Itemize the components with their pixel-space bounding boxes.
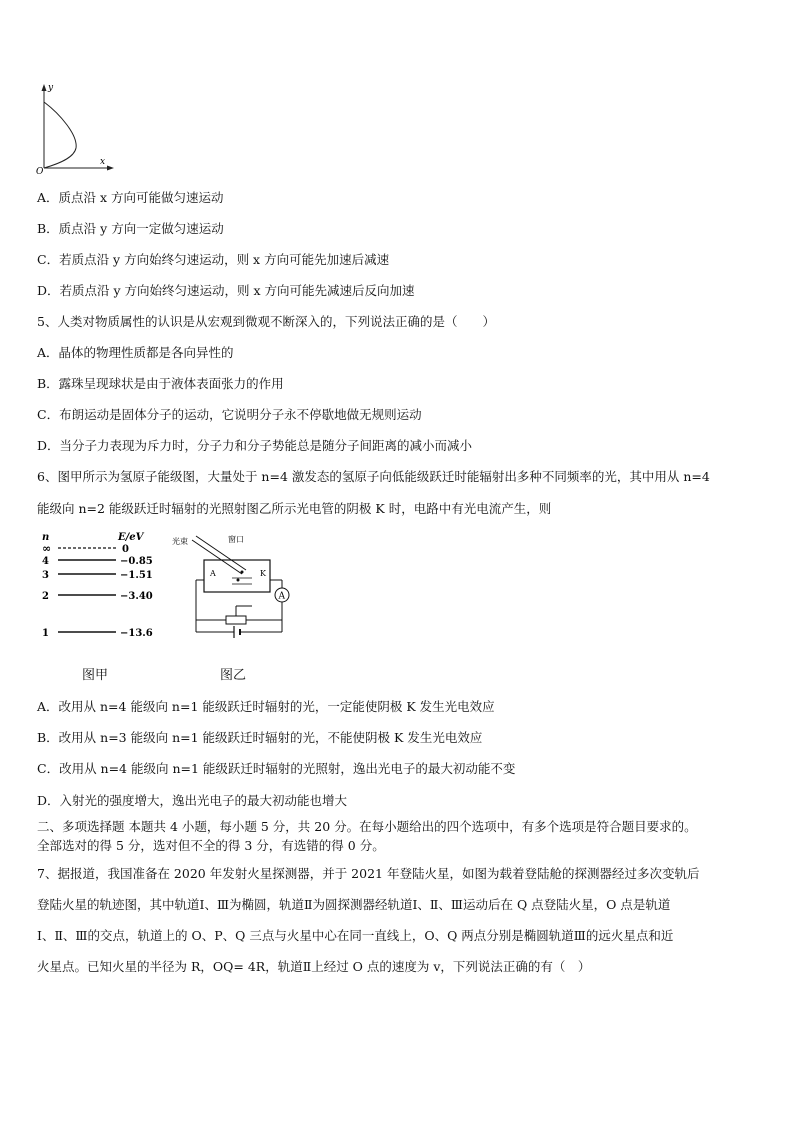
- energy-level-row: [42, 628, 153, 639]
- beam-label: 光束: [172, 537, 188, 546]
- q5-option-d: D．当分子力表现为斥力时，分子力和分子势能总是随分子间距离的减小而减小: [37, 438, 473, 453]
- energy-level-row: [42, 542, 129, 555]
- q7-line1: 7、据报道，我国准备在 2020 年发射火星探测器，并于 2021 年登陆火星，如图为载着登陆舱的探测器经过多次变轨后: [37, 866, 700, 881]
- x-axis-arrow: [107, 166, 114, 171]
- section2-heading-line1: 二、多项选择题 本题共 4 小题，每小题 5 分，共 20 分。在每小题给出的四个选项中，有多个选项是符合题目要求的。: [37, 819, 697, 834]
- q4-option-b: B．质点沿 y 方向一定做匀速运动: [37, 221, 224, 236]
- level-e-label: −1.51: [120, 570, 153, 581]
- trajectory-curve: [44, 102, 76, 168]
- level-n-label: 2: [42, 591, 49, 602]
- q4-option-a: A．质点沿 x 方向可能做匀速运动: [37, 190, 224, 205]
- energy-level-diagram: [38, 528, 168, 646]
- photoelectric-circuit-diagram: [170, 530, 295, 648]
- y-axis-arrow: [42, 84, 47, 91]
- q6-option-c: C．改用从 n=4 能级向 n=1 能级跃迁时辐射的光照射，逸出光电子的最大初动能不变: [37, 761, 516, 776]
- electron: [237, 579, 240, 582]
- energy-level-row: [42, 591, 153, 602]
- energy-header-n: n: [42, 532, 50, 543]
- q7-line2: 登陆火星的轨迹图，其中轨道Ⅰ、Ⅲ为椭圆，轨道Ⅱ为圆探测器经轨道Ⅰ、Ⅱ、Ⅲ运动后在 Q 点登陆火星，O 点是轨道: [37, 897, 671, 912]
- level-n-label: ∞: [42, 542, 52, 555]
- q6-option-b: B．改用从 n=3 能级向 n=1 能级跃迁时辐射的光，不能使阴极 K 发生光电效应: [37, 730, 483, 745]
- level-e-label: −0.85: [120, 556, 153, 567]
- q7-line4: 火星点。已知火星的半径为 R，OQ= 4R，轨道Ⅱ上经过 O 点的速度为 v，下列说法正确的有（ ）: [37, 959, 591, 974]
- level-e-label: −13.6: [120, 628, 153, 639]
- q5-option-a: A．晶体的物理性质都是各向异性的: [37, 345, 234, 360]
- electron: [241, 571, 244, 574]
- level-e-label: −3.40: [120, 591, 153, 602]
- level-n-label: 3: [42, 570, 49, 581]
- q6-option-d: D．入射光的强度增大，逸出光电子的最大初动能也增大: [37, 793, 348, 808]
- y-axis-label: y: [48, 83, 54, 93]
- motion-graph: [30, 80, 120, 175]
- energy-level-row: [42, 570, 153, 581]
- q6-option-a: A．改用从 n=4 能级向 n=1 能级跃迁时辐射的光，一定能使阴极 K 发生光电效应: [37, 699, 495, 714]
- energy-level-row: [42, 556, 153, 567]
- q5-option-c: C．布朗运动是固体分子的运动，它说明分子永不停歇地做无规则运动: [37, 407, 422, 422]
- q6-stem-line2: 能级向 n=2 能级跃迁时辐射的光照射图乙所示光电管的阴极 K 时，电路中有光电流产生，则: [37, 501, 552, 516]
- caption-figure-a: 图甲: [82, 668, 109, 683]
- q5-stem: 5、人类对物质属性的认识是从宏观到微观不断深入的，下列说法正确的是（ ）: [37, 314, 495, 329]
- q4-option-d: D．若质点沿 y 方向始终匀速运动，则 x 方向可能先减速后反向加速: [37, 283, 415, 298]
- energy-header-e: E/eV: [118, 532, 144, 543]
- q7-line3: Ⅰ、Ⅱ、Ⅲ的交点，轨道上的 O、P、Q 三点与火星中心在同一直线上，O、Q 两点分别是椭圆轨道Ⅲ的远火星点和近: [37, 928, 674, 943]
- x-axis-label: x: [100, 157, 106, 167]
- caption-figure-b: 图乙: [220, 668, 247, 683]
- q4-option-c: C．若质点沿 y 方向始终匀速运动，则 x 方向可能先加速后减速: [37, 252, 390, 267]
- cathode-label: K: [260, 569, 266, 578]
- light-beam: [192, 540, 242, 574]
- ammeter-label: A: [278, 591, 285, 602]
- origin-label: O: [36, 167, 44, 175]
- anode-label: A: [210, 569, 216, 578]
- section2-heading-line2: 全部选对的得 5 分，选对但不全的得 3 分，有选错的得 0 分。: [37, 838, 385, 853]
- window-label: 窗口: [228, 535, 244, 544]
- level-e-label: 0: [122, 544, 129, 555]
- level-n-label: 4: [42, 556, 49, 567]
- q5-option-b: B．露珠呈现球状是由于液体表面张力的作用: [37, 376, 284, 391]
- q6-stem-line1: 6、图甲所示为氢原子能级图，大量处于 n=4 激发态的氢原子向低能级跃迁时能辐射出多种不同频率的光，其中用从 n=4: [37, 469, 710, 484]
- level-n-label: 1: [42, 628, 49, 639]
- rheostat: [226, 616, 246, 624]
